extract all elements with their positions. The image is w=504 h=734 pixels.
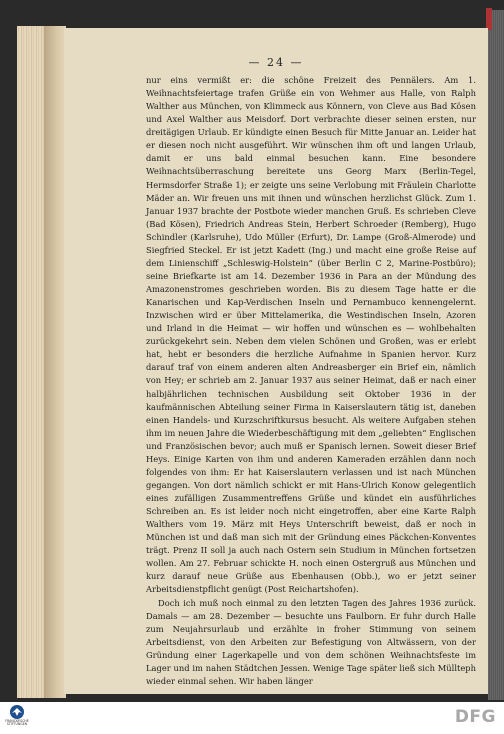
book-page-edges [17, 26, 47, 698]
book-gutter-shadow [44, 26, 66, 698]
dfg-logo[interactable]: DFG [454, 707, 496, 727]
body-text [146, 74, 476, 688]
page-number: — 24 — [248, 56, 304, 69]
eagle-sun-icon [9, 704, 25, 720]
logo-text-line2: STIFTUNGEN [6, 722, 28, 727]
bookmark-ribbon [486, 8, 492, 30]
franckesche-stiftungen-logo[interactable] [2, 704, 32, 732]
logo-text-line1: FRANCKESCHE [5, 719, 29, 723]
paragraph: Doch ich muß noch einmal zu den letzten Tagen des Jahres 1936 zurück. Damals — am 28. Dezember — besuchte uns Faulborn. Er fuhr durch Halle zum Neujahrsurlaub und erzählte in froher Stimmung von seinem Arbeitsdienst, von den Arbeiten zur Befestigung von Altwässern, von der Gründung einer Lagerkapelle und von dem schönen Weihnachtsfeste im Lager und im nahen Städtchen Jessen. Wenige Tage später ließ sich Müllteph wieder einmal sehen. Wir haben länger [146, 597, 476, 686]
viewer-footer [0, 702, 504, 734]
book-right-edge [488, 10, 504, 700]
paragraph: nur eins vermißt er: die schöne Freizeit des Pennälers. Am 1. Weihnachtsfeiertage trafen Grüße ein von Wehmer aus Halle, von Ralph Walther aus München, von Klimmeck aus Könnern, von Cleve aus Bad Kösen und Axel Walther aus Meisdorf. Dort verbrachte dieser seinen ersten, nur dreitägigen Urlaub. Er kündigte einen Besuch für Mitte Januar an. Leider hat er diesen noch nicht ausgeführt. Wir wünschen ihm oft und langen Urlaub, damit er uns bald einmal besuchen kann. Eine besondere Weihnachtsüberraschung bereitete uns Georg Marx (Berlin-Tegel, Hermsdorfer Straße 1); er zeigte uns seine Verlobung mit Fräulein Charlotte Mäder an. Wir freuen uns mit ihnen und wünschen herzlichst Glück. Zum 1. Januar 1937 brachte der Postbote wieder manchen Gruß. Es schrieben Cleve (Bad Kösen), Friedrich Andreas Stein, Herbert Schroeder (Remberg), Hugo Schindler (Karlsruhe), Udo Müller (Erfurt), Dr. Lampe (Groß-Almerode) und Siegfried Steckel. Er ist jetzt Kadett (Ing.) und macht eine große Reise auf dem Linienschiff „Schleswig-Holstein“ (über Berlin C 2, Marine-Postbüro); seine Briefkarte ist am 14. Dezember 1936 in Para an der Mündung des Amazonenstromes geschrieben worden. Bis zu diesem Tage hatte er die Kanarischen und Kap-Verdischen Inseln und Pernambuco kennengelernt. Inzwischen wird er über Mittelamerika, die Westindischen Inseln, Azoren und Irland in die Heimat — wir hoffen und wünschen es — wohlbehalten zurückgekehrt sein. Neben dem vielen Schönen und Großen, was er erlebt hat, hebt er besonders die herzliche Aufnahme in Spanien hervor. Kurz darauf traf von einem anderen alten Andreasberger ein Brief ein, nämlich von Hey; er schrieb am 2. Januar 1937 aus seiner Heimat, daß er nach einer halbjährlichen technischen Ausbildung seit Oktober 1936 in der kaufmännischen Abteilung seiner Firma in Kaiserslautern tätig ist, daneben einen Handels- und Kurzschriftkursus besucht. Als weitere Aufgaben stehen ihm im neuen Jahre die Wiederbeschäftigung mit dem „geliebten“ Englischen und Französischen bevor; auch muß er Spanisch lernen. Soweit dieser Brief Heys. Einige Karten von ihm und anderen Kameraden erzählen dann noch folgendes von ihm: Er hat Kaiserslautern verlassen und ist nach München gegangen. Von dort nämlich schickt er mit Hans-Ulrich Konow gelegentlich eines zufälligen Zusammentreffens Grüße und kündet ein ausführliches Schreiben an. Es ist leider noch nicht eingetroffen, aber eine Karte Ralph Walthers vom 19. März mit Heys Unterschrift beweist, daß er noch in München ist und daß man sich mit der Gründung eines Päckchen-Konventes trägt. Prenz II soll ja auch nach Ostern sein Studium in München fortsetzen wollen. Am 27. Februar schickte H. noch einen Ostergruß aus München und kurz darauf neue Grüße aus Ebenhausen (Obb.), wo er jetzt seiner Arbeitsdienstpflicht genügt (Post Reichartshofen). [146, 75, 476, 595]
